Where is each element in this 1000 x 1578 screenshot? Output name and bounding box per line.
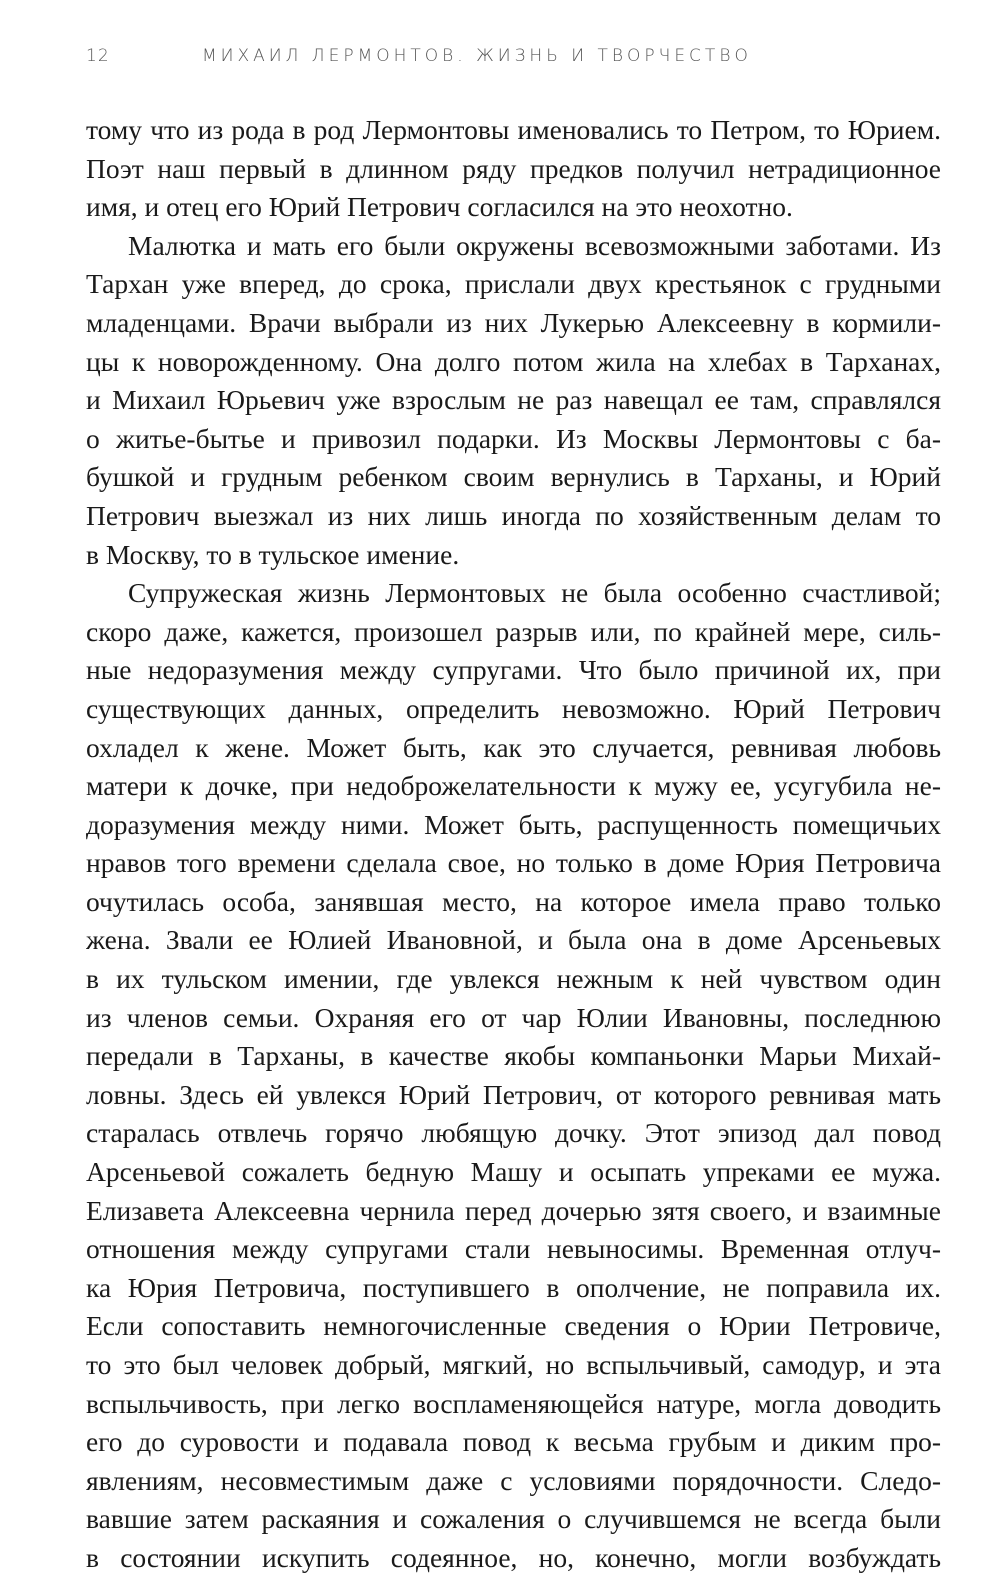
- text-line: в Москву, то в тульское имение.: [86, 538, 460, 570]
- text-line: передали в Тарханы, в качестве якобы компаньонки Марьи Михай-: [86, 1040, 941, 1072]
- text-line: Петрович выезжал из них лишь иногда по хозяйственным делам то: [86, 499, 941, 531]
- text-line: доразумения между ними. Может быть, распущенность помещичьих: [86, 808, 941, 840]
- text-line: отношения между супругами стали невыносимы. Временная отлуч-: [86, 1233, 941, 1265]
- text-line: Елизавета Алексеевна чернила перед дочерью зятя своего, и взаимные: [86, 1194, 941, 1226]
- text-line: Супружеская жизнь Лермонтовых не была особенно счастливой;: [128, 577, 941, 609]
- text-line: тому что из рода в род Лермонтовы именовались то Петром, то Юрием.: [86, 114, 941, 145]
- body-text: [86, 111, 941, 1578]
- text-line: его до суровости и подавала повод к весьма грубым и диким про-: [86, 1426, 941, 1458]
- text-line: Поэт наш первый в длинном ряду предков получил нетрадиционное: [86, 152, 941, 184]
- text-line: жена. Звали ее Юлией Ивановной, и была она в доме Арсеньевых: [86, 924, 941, 956]
- text-line: о житье-бытье и привозил подарки. Из Москвы Лермонтовы с ба-: [86, 422, 941, 454]
- text-line: вспыльчивость, при легко воспламеняющейся натуре, могла доводить: [86, 1387, 941, 1419]
- text-line: нравов того времени сделала свое, но только в доме Юрия Петровича: [86, 847, 941, 879]
- text-line: из членов семьи. Охраняя его от чар Юлии Ивановны, последнюю: [86, 1001, 941, 1033]
- text-line: ные недоразумения между супругами. Что было причиной их, при: [86, 654, 941, 686]
- running-title: МИХАИЛ ЛЕРМОНТОВ. ЖИЗНЬ И ТВОРЧЕСТВО: [202, 46, 752, 66]
- text-line: явлениям, несовместимым даже с условиями порядочности. Следо-: [86, 1464, 941, 1496]
- text-line: матери к дочке, при недоброжелательности к мужу ее, усугубила не-: [86, 770, 941, 802]
- text-line: Тархан уже вперед, до срока, прислали двух крестьянок с грудными: [86, 268, 941, 300]
- text-line: бушкой и грудным ребенком своим вернулись в Тарханы, и Юрий: [86, 461, 941, 493]
- text-line: цы к новорожденному. Она долго потом жила на хлебах в Тарханах,: [86, 345, 941, 377]
- paragraph-3: [86, 574, 941, 1577]
- text-line: скоро даже, кажется, произошел разрыв или, по крайней мере, силь-: [86, 615, 941, 647]
- text-line: ка Юрия Петровича, поступившего в ополчение, не поправила их.: [86, 1271, 941, 1303]
- paragraph-1: [86, 111, 941, 227]
- text-line: Если сопоставить немногочисленные сведения о Юрии Петровиче,: [86, 1310, 941, 1342]
- text-line: Малютка и мать его были окружены всевозможными заботами. Из: [128, 229, 941, 261]
- text-line: и Михаил Юрьевич уже взрослым не раз навещал ее там, справлялся: [86, 384, 941, 416]
- page-number: 12: [86, 46, 110, 66]
- text-line: существующих данных, определить невозможно. Юрий Петрович: [86, 692, 941, 724]
- text-line: охладел к жене. Может быть, как это случается, ревнивая любовь: [86, 731, 941, 763]
- paragraph-2: [86, 227, 941, 574]
- text-line: старалась отвлечь горячо любящую дочку. Этот эпизод дал повод: [86, 1117, 941, 1149]
- text-line: в их тульском имении, где увлекся нежным к ней чувством один: [86, 963, 941, 995]
- text-line: вавшие затем раскаяния и сожаления о случившемся не всегда были: [86, 1503, 941, 1535]
- text-line: ловны. Здесь ей увлекся Юрий Петрович, от которого ревнивая мать: [86, 1078, 941, 1110]
- text-line: очутилась особа, занявшая место, на которое имела право только: [86, 885, 941, 917]
- text-line: то это был человек добрый, мягкий, но вспыльчивый, самодур, и эта: [86, 1349, 941, 1380]
- running-head: [86, 46, 946, 76]
- text-line: в состоянии искупить содеянное, но, конечно, могли возбуждать: [86, 1541, 941, 1573]
- text-line: младенцами. Врачи выбрали из них Лукерью Алексеевну в кормили-: [86, 306, 941, 338]
- text-line: имя, и отец его Юрий Петрович согласился на это неохотно.: [86, 191, 793, 223]
- text-line: Арсеньевой сожалеть бедную Машу и осыпать упреками ее мужа.: [86, 1156, 941, 1188]
